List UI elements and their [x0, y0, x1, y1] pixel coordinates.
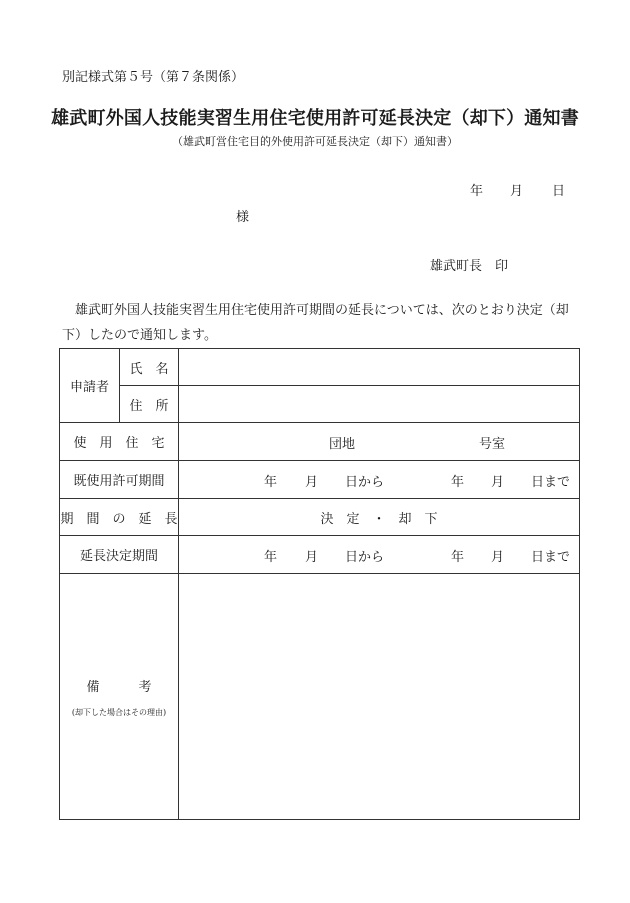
ext-to: 日まで — [531, 550, 571, 565]
addressee-honorific: 様 — [236, 210, 250, 225]
address-field[interactable] — [179, 386, 580, 423]
prev-year1: 年 — [264, 475, 278, 490]
date-day: 日 — [552, 184, 566, 199]
form-reference: 別記様式第５号（第７条関係） — [62, 70, 245, 85]
prev-period-field[interactable] — [179, 461, 580, 499]
name-field[interactable] — [179, 349, 580, 386]
extension-label: 期 間 の 延 長 — [60, 499, 179, 536]
date-month: 月 — [510, 184, 524, 199]
remarks-note: (却下した場合はその理由) — [71, 707, 167, 717]
body-text: 雄武町外国人技能実習生用住宅使用許可期間の延長については、次のとおり決定（却下）したので通知します。 — [62, 303, 569, 343]
document-title: 雄武町外国人技能実習生用住宅使用許可延長決定（却下）通知書 — [51, 108, 579, 129]
address-label: 住 所 — [120, 386, 179, 423]
applicant-label: 申請者 — [60, 349, 120, 423]
ext-month1: 月 — [305, 550, 319, 565]
remarks-label-cell — [60, 574, 179, 820]
document-subtitle: （雄武町営住宅目的外使用許可延長決定（却下）通知書） — [172, 135, 458, 148]
prev-month2: 月 — [491, 475, 505, 490]
prev-period-label: 既使用許可期間 — [60, 461, 179, 499]
ext-month2: 月 — [491, 550, 505, 565]
ext-year1: 年 — [264, 550, 278, 565]
housing-room: 号室 — [479, 437, 506, 452]
date-year: 年 — [470, 184, 484, 199]
name-label: 氏 名 — [120, 349, 179, 386]
extension-field[interactable]: 決 定 ・ 却 下 — [179, 499, 580, 536]
housing-label: 使 用 住 宅 — [60, 423, 179, 461]
prev-month1: 月 — [305, 475, 319, 490]
remarks-field[interactable] — [179, 574, 580, 820]
remarks-label: 備 考 — [86, 679, 152, 695]
prev-from: 日から — [345, 475, 385, 490]
prev-to: 日まで — [531, 475, 571, 490]
ext-period-field[interactable] — [179, 536, 580, 574]
housing-field[interactable] — [179, 423, 580, 461]
issuer-seal: 雄武町長 印 — [430, 259, 509, 274]
ext-period-label: 延長決定期間 — [60, 536, 179, 574]
notice-table — [59, 348, 580, 820]
ext-from: 日から — [345, 550, 385, 565]
prev-year2: 年 — [451, 475, 465, 490]
housing-danchi: 団地 — [329, 437, 356, 452]
ext-year2: 年 — [451, 550, 465, 565]
